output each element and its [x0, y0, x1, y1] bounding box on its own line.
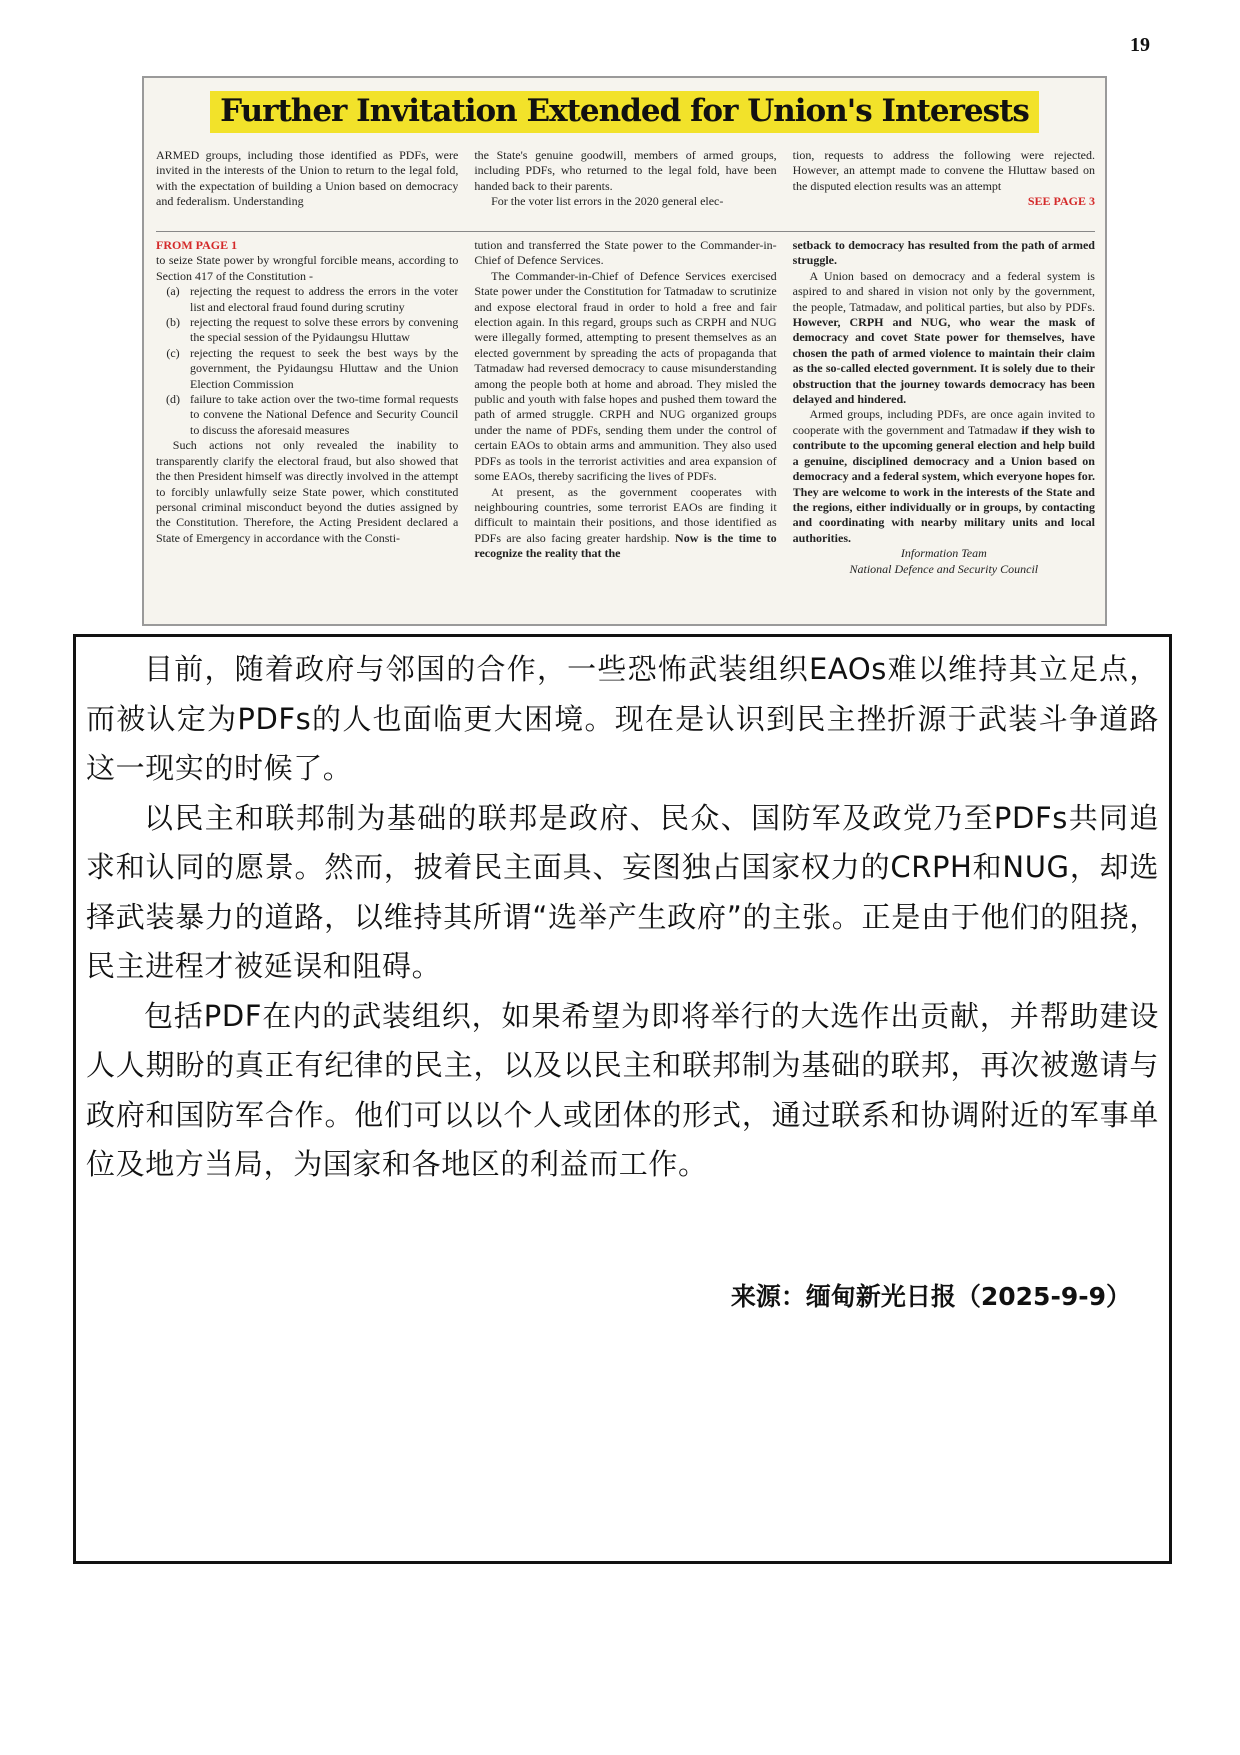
- lead-text-2a: the State's genuine goodwill, members of armed groups, including PDFs, who returned to the legal fold, have been handed back to their parents.: [474, 148, 777, 193]
- translation-box: [73, 634, 1172, 1564]
- body-text-2-p3: [474, 485, 776, 562]
- body-text-3-p2-plain: A Union based on democracy and a federal system is aspired to and shared in vision not only by the government, the people, Tatmadaw, and political parties, but also by PDFs.: [792, 268, 1095, 314]
- from-page-label: FROM PAGE 1: [156, 238, 238, 252]
- page-number: 19: [1130, 34, 1150, 56]
- list-marker: (b): [166, 315, 180, 330]
- body-text-3-p3-bold: if they wish to contribute to the upcoming general election and help build a genuine, disciplined democracy and a Union based on democracy and a federal system, which everyone hopes for. They are welcome to work in the interests of the State and the regions, either individually or in groups, by contacting and coordinating with nearby military units and local authorities.: [792, 422, 1095, 545]
- body-text-3-p3: [793, 407, 1095, 546]
- list-marker: (c): [166, 345, 180, 360]
- signature-council: National Defence and Security Council: [849, 561, 1039, 576]
- list-item-d: [156, 392, 458, 438]
- body-text-3-p1: setback to democracy has resulted from the path of armed struggle.: [792, 238, 1095, 268]
- body-column-2: [474, 238, 776, 616]
- lead-text-2b: For the voter list errors in the 2020 general elec-: [491, 194, 724, 209]
- list-text: failure to take action over the two-time formal requests to convene the National Defence and Security Council to discuss the aforesaid measures: [190, 392, 459, 437]
- body-column-3: [793, 238, 1095, 616]
- list-item-c: [156, 346, 458, 392]
- headline: Further Invitation Extended for Union's Interests: [210, 91, 1039, 133]
- body-column-1: [156, 238, 458, 616]
- body-text-2-p2: The Commander-in-Chief of Defence Services exercised State power under the Constitution for Tatmadaw to scrutinize and expose electoral fraud in order to hold a free and fair election again. In this regard, groups such as CRPH and NUG were illegally formed, attempting to present themselves as an elected government by spreading the acts of propaganda that Tatmadaw had reversed democracy to cause misunderstanding among the people both at home and abroad. They misled the public and youth with false hopes and pushed them toward the path of armed struggle. CRPH and NUG organized groups under the name of PDFs, sending them under the control of certain EAOs to obtain arms and ammunition. They also used PDFs as tools in the terrorist activities and area expansion of some EAOs, thereby sacrificing the lives of PDFs.: [474, 268, 777, 484]
- translation-paragraph-1: 目前，随着政府与邻国的合作，一些恐怖武装组织EAOs难以维持其立足点，而被认定为PDFs的人也面临更大困境。现在是认识到民主挫折源于武装斗争道路这一现实的时候了。: [86, 652, 1159, 785]
- list-item-b: [156, 315, 458, 346]
- list-marker: (d): [166, 392, 180, 407]
- lead-text-3: tion, requests to address the following were rejected. However, an attempt made to convene the Hluttaw based on the disputed election results was an attempt: [792, 148, 1095, 193]
- section-divider: [156, 231, 1095, 232]
- body-text-1-end: Such actions not only revealed the inability to transparently clarify the electoral fraud, but also showed that the then President himself was directly involved in the attempt to forcibly unlawfully seize State power, which constituted personal criminal misconduct beyond the duties assigned by the Constitution. Therefore, the Acting President declared a State of Emergency in accordance with the Consti-: [156, 438, 459, 545]
- body-text-3-p2: [793, 269, 1095, 408]
- body-intro: to seize State power by wrongful forcible means, according to Section 417 of the Constitution -: [156, 253, 459, 283]
- list-marker: (a): [166, 284, 180, 299]
- source-credit: 来源：缅甸新光日报（2025-9-9）: [730, 1282, 1131, 1311]
- headline-wrap: [144, 91, 1105, 133]
- body-text-2-p3-plain: At present, as the government cooperates with neighbouring countries, some terrorist EAOs are finding it difficult to maintain their positions, and those identified as PDFs are also facing greater hardship.: [474, 484, 777, 545]
- newspaper-clipping: [142, 76, 1107, 626]
- translation-paragraph-2: 以民主和联邦制为基础的联邦是政府、民众、国防军及政党乃至PDFs共同追求和认同的愿景。然而，披着民主面具、妄图独占国家权力的CRPH和NUG，却选择武装暴力的道路，以维持其所谓“选举产生政府”的主张。正是由于他们的阻挠，民主进程才被延误和阻碍。: [86, 800, 1159, 983]
- lead-text-1: ARMED groups, including those identified as PDFs, were invited in the interests of the Union to return to the legal fold, with the expectation of building a Union based on democracy and federalism. Understanding: [156, 148, 459, 209]
- body-text-2-p1: tution and transferred the State power to the Commander-in-Chief of Defence Services.: [474, 238, 777, 268]
- body-text-3-p3-plain: Armed groups, including PDFs, are once again invited to cooperate with the government and Tatmadaw: [792, 407, 1095, 437]
- list-text: rejecting the request to address the errors in the voter list and electoral fraud found during scrutiny: [190, 284, 459, 314]
- list-text: rejecting the request to solve these errors by convening the special session of the Pyidaungsu Hluttaw: [190, 315, 459, 345]
- list-item-a: [156, 284, 458, 315]
- list-text: rejecting the request to seek the best ways by the government, the Pyidaungsu Hluttaw and the Union Election Commission: [190, 345, 459, 391]
- body-text-3-p2-bold: However, CRPH and NUG, who wear the mask of democracy and covet State power for themselves, have chosen the path of armed violence to maintain their claim as the so-called elected government. It is solely due to their obstruction that the journey towards democracy has been delayed and hindered.: [792, 315, 1095, 407]
- body-text-2-p3-bold: Now is the time to recognize the reality that the: [474, 530, 777, 561]
- see-page-label: SEE PAGE 3: [1027, 194, 1095, 209]
- signature-team: Information Team: [900, 546, 987, 561]
- body-section: [156, 238, 1095, 616]
- translation-paragraph-3: 包括PDF在内的武装组织，如果希望为即将举行的大选作出贡献，并帮助建设人人期盼的真正有纪律的民主，以及以民主和联邦制为基础的联邦，再次被邀请与政府和国防军合作。他们可以以个人或团体的形式，通过联系和协调附近的军事单位及地方当局，为国家和各地区的利益而工作。: [86, 998, 1159, 1181]
